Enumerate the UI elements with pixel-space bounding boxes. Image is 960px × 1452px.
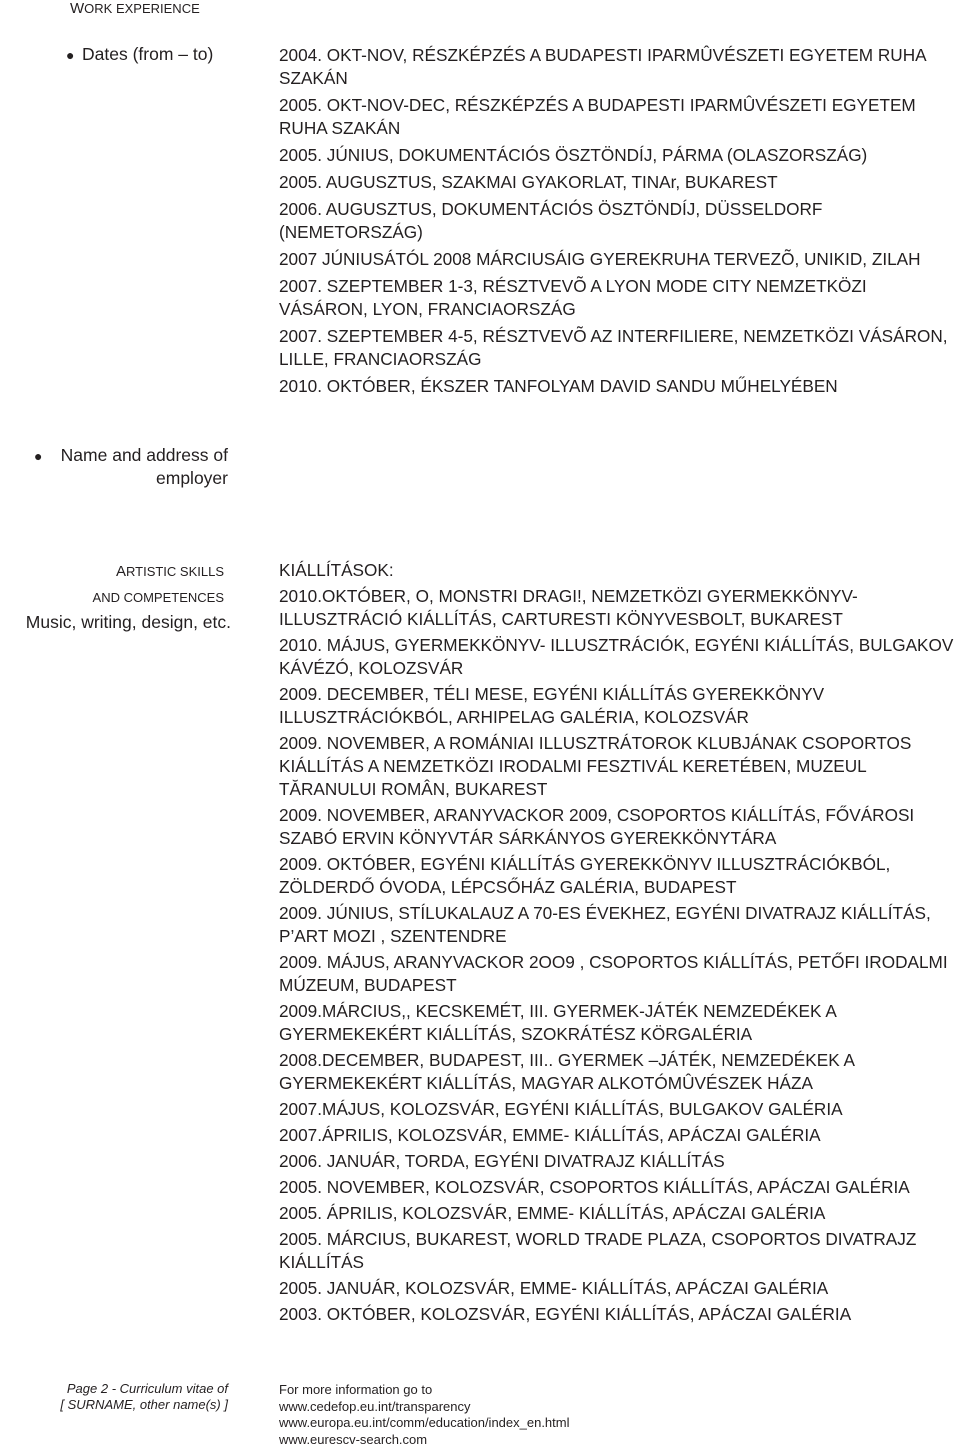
skills-title-initial: A — [115, 563, 126, 580]
exhibition-entry: 2009. DECEMBER, TÉLI MESE, EGYÉNI KIÁLLÍTÁS GYEREKKÖNYV ILLUSZTRÁCIÓKBÓL, ARHIPELAG GALÉRIA, KOLOZSVÁR — [279, 684, 825, 727]
skills-title — [93, 559, 224, 611]
work-entry: 2004. OKT-NOV, RÉSZKÉPZÉS A BUDAPESTI IPARMÛVÉSZETI EGYETEM RUHA SZAKÁN — [279, 45, 926, 88]
exhibition-entry: 2006. JANUÁR, TORDA, EGYÉNI DIVATRAJZ KIÁLLÍTÁS — [279, 1151, 725, 1171]
skills-title-rest: RTISTIC SKILLS — [125, 564, 224, 579]
exhibition-entry: 2009. NOVEMBER, A ROMÁNIAI ILLUSZTRÁTOROK KLUBJÁNAK CSOPORTOS KIÁLLÍTÁS A NEMZETKÖZI IRODALMI FESZTIVÁL KERETÉBEN, MUZEUL TĂRANULUI ROMÂN, BUKAREST — [279, 733, 912, 799]
footer-info-line: For more information go to — [279, 1382, 433, 1397]
employer-label-line1: Name and address of — [60, 445, 228, 465]
footer-info — [279, 1382, 570, 1448]
exhibition-entry: 2007.MÁJUS, KOLOZSVÁR, EGYÉNI KIÁLLÍTÁS, BULGAKOV GALÉRIA — [279, 1099, 843, 1119]
bullet-icon: ● — [34, 448, 43, 464]
work-entry: 2007 JÚNIUSÁTÓL 2008 MÁRCIUSÁIG GYEREKRUHA TERVEZÕ, UNIKID, ZILAH — [279, 249, 921, 269]
exhibitions-list — [279, 559, 955, 1326]
work-entry: 2007. SZEPTEMBER 1-3, RÉSZTVEVÕ A LYON MODE CITY NEMZETKÖZI VÁSÁRON, LYON, FRANCIAORSZÁG — [279, 276, 867, 319]
exhibition-entry: 2008.DECEMBER, BUDAPEST, III.. GYERMEK –JÁTÉK, NEMZEDÉKEK A GYERMEKEKÉRT KIÁLLÍTÁS, MAGYAR ALKOTÓMÛVÉSZEK HÁZA — [279, 1050, 854, 1093]
exhibition-entry: 2009. MÁJUS, ARANYVACKOR 2OO9 , CSOPORTOS KIÁLLÍTÁS, PETŐFI IRODALMI MÚZEUM, BUDAPEST — [279, 952, 948, 995]
page-footer — [60, 1381, 228, 1413]
section-title-initial: W — [70, 0, 85, 17]
footer-link[interactable]: www.europa.eu.int/comm/education/index_en.html — [279, 1415, 570, 1430]
work-entry: 2005. AUGUSZTUS, SZAKMAI GYAKORLAT, TINAr, BUKAREST — [279, 172, 778, 192]
work-entry: 2005. OKT-NOV-DEC, RÉSZKÉPZÉS A BUDAPESTI IPARMÛVÉSZETI EGYETEM RUHA SZAKÁN — [279, 95, 916, 138]
exhibition-entry: 2010. MÁJUS, GYERMEKKÖNYV- ILLUSZTRÁCIÓK, EGYÉNI KIÁLLÍTÁS, BULGAKOV KÁVÉZÓ, KOLOZSVÁR — [279, 635, 954, 678]
exhibition-entry: 2005. NOVEMBER, KOLOZSVÁR, CSOPORTOS KIÁLLÍTÁS, APÁCZAI GALÉRIA — [279, 1177, 910, 1197]
exhibition-entry: 2007.ÁPRILIS, KOLOZSVÁR, EMME- KIÁLLÍTÁS, APÁCZAI GALÉRIA — [279, 1125, 821, 1145]
exhibition-entry: 2009. JÚNIUS, STÍLUKALAUZ A 70-ES ÉVEKHEZ, EGYÉNI DIVATRAJZ KIÁLLÍTÁS, P’ART MOZI , SZENTENDRE — [279, 903, 931, 946]
skills-title-line2: AND COMPETENCES — [92, 590, 224, 605]
exhibition-entry: 2009. OKTÓBER, EGYÉNI KIÁLLÍTÁS GYEREKKÖNYV ILLUSZTRÁCIÓKBÓL, ZÖLDERDŐ ÓVODA, LÉPCSŐHÁZ GALÉRIA, BUDAPEST — [279, 854, 891, 897]
exhibition-entry: 2005. ÁPRILIS, KOLOZSVÁR, EMME- KIÁLLÍTÁS, APÁCZAI GALÉRIA — [279, 1203, 826, 1223]
work-entry: 2005. JÚNIUS, DOKUMENTÁCIÓS ÖSZTÖNDÍJ, PÁRMA (OLASZORSZÁG) — [279, 145, 868, 165]
exhibition-entry: 2010.OKTÓBER, O, MONSTRI DRAGI!, NEMZETKÖZI GYERMEKKÖNYV- ILLUSZTRÁCIÓ KIÁLLÍTÁS, CARTURESTI KÖNYVESBOLT, BUKAREST — [279, 586, 858, 629]
skills-subtitle: Music, writing, design, etc. — [25, 612, 231, 632]
work-entry: 2006. AUGUSZTUS, DOKUMENTÁCIÓS ÖSZTÖNDÍJ, DÜSSELDORF (NEMETORSZÁG) — [279, 199, 823, 242]
exhibition-entry: 2009.MÁRCIUS,, KECSKEMÉT, III. GYERMEK-JÁTÉK NEMZEDÉKEK A GYERMEKEKÉRT KIÁLLÍTÁS, SZOKRÁTÉSZ KÖRGALÉRIA — [279, 1001, 836, 1044]
section-title — [70, 0, 200, 17]
footer-link[interactable]: www.eurescv-search.com — [279, 1431, 428, 1447]
work-entries — [279, 44, 955, 398]
exhibition-entry: 2009. NOVEMBER, ARANYVACKOR 2009, CSOPORTOS KIÁLLÍTÁS, FŐVÁROSI SZABÓ ERVIN KÖNYVTÁR SÁRKÁNYOS GYEREKKÖNYTÁRA — [279, 805, 915, 848]
dates-label: Dates (from – to) — [82, 44, 214, 64]
exhibition-entry: 2005. JANUÁR, KOLOZSVÁR, EMME- KIÁLLÍTÁS, APÁCZAI GALÉRIA — [279, 1278, 829, 1298]
work-entry: 2010. OKTÓBER, ÉKSZER TANFOLYAM DAVID SANDU MŰHELYÉBEN — [279, 376, 838, 396]
employer-label-line2: employer — [156, 468, 228, 488]
section-title-rest: ORK EXPERIENCE — [84, 1, 200, 16]
work-entry: 2007. SZEPTEMBER 4-5, RÉSZTVEVÕ AZ INTERFILIERE, NEMZETKÖZI VÁSÁRON, LILLE, FRANCIAORSZÁG — [279, 326, 948, 369]
page-footer-line1: Page 2 - Curriculum vitae of — [66, 1381, 228, 1396]
footer-link[interactable]: www.cedefop.eu.int/transparency — [279, 1398, 471, 1414]
bullet-icon: ● — [66, 47, 75, 63]
exhibitions-heading: KIÁLLÍTÁSOK: — [279, 560, 394, 580]
exhibition-entry: 2003. OKTÓBER, KOLOZSVÁR, EGYÉNI KIÁLLÍTÁS, APÁCZAI GALÉRIA — [279, 1304, 852, 1324]
page-footer-line2: [ SURNAME, other name(s) ] — [60, 1397, 228, 1412]
exhibition-entry: 2005. MÁRCIUS, BUKAREST, WORLD TRADE PLAZA, CSOPORTOS DIVATRAJZ KIÁLLÍTÁS — [279, 1229, 917, 1272]
